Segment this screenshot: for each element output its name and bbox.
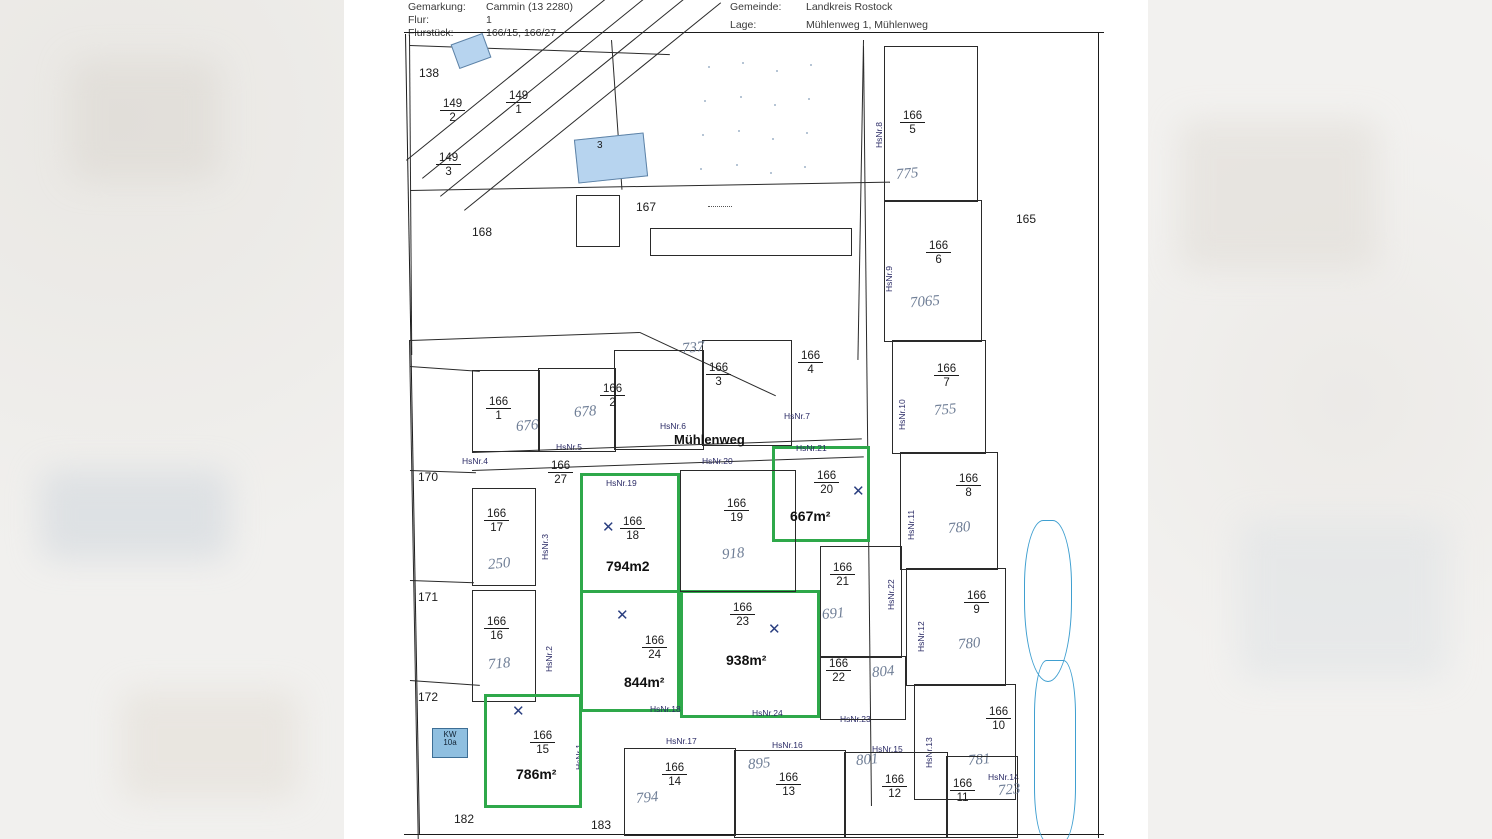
area-label-794: 794m2 xyxy=(606,558,650,574)
parcel-number-138: 138 xyxy=(419,66,440,80)
building-outline xyxy=(650,228,852,256)
house-number-10: HsNr.10 xyxy=(897,399,907,430)
kw-marker-line2: 10a xyxy=(443,738,457,748)
parcel-label-149-3: $\frac{149}{3}$ xyxy=(436,152,461,178)
parcel-label-166-4: $\frac{166}{4}$ xyxy=(798,350,823,376)
handwritten-804: 801 xyxy=(855,751,880,769)
blur-shape xyxy=(1178,120,1378,270)
parcel-166-6 xyxy=(884,200,982,342)
field-boundary xyxy=(440,0,705,197)
parcel-number-165: 165 xyxy=(1016,212,1037,226)
handwritten-750: 250 xyxy=(487,555,512,573)
house-number-3: HsNr.3 xyxy=(540,534,550,560)
header-gemeinde-value: Landkreis Rostock xyxy=(806,1,893,13)
parcel-label-166-7: $\frac{166}{7}$ xyxy=(934,363,959,389)
field-boundary xyxy=(422,0,695,179)
header-flur-label: Flur: xyxy=(408,14,429,26)
handwritten-794: 676 xyxy=(515,417,540,435)
header-flur-value: 1 xyxy=(486,14,492,26)
area-label-844: 844m² xyxy=(624,674,665,690)
house-number-2: HsNr.2 xyxy=(544,646,554,672)
header-gemarkung-value: Cammin (13 2280) xyxy=(486,1,573,13)
house-number-4: HsNr.4 xyxy=(462,456,488,466)
header-lage-value: Mühlenweg 1, Mühlenweg xyxy=(806,19,928,31)
parcel-label-166-27: $\frac{166}{27}$ xyxy=(548,460,573,486)
field-boundary xyxy=(410,45,670,55)
parcel-label-166-12: $\frac{166}{12}$ xyxy=(882,774,907,800)
area-label-938: 938m² xyxy=(726,652,767,668)
field-boundary xyxy=(406,0,686,161)
parcel-label-166-2: $\frac{166}{2}$ xyxy=(600,383,625,409)
house-number-1: HsNr.1 xyxy=(574,744,584,770)
handwritten-723: 691 xyxy=(821,605,846,623)
cadastral-map-sheet xyxy=(344,0,1148,839)
house-number-6: HsNr.6 xyxy=(660,421,686,431)
street-name-label: Mühlenweg xyxy=(674,432,745,447)
kw-marker xyxy=(432,728,468,758)
frame-line-top xyxy=(404,32,1104,33)
house-number-7: HsNr.7 xyxy=(784,411,810,421)
house-number-16: HsNr.16 xyxy=(772,740,803,750)
background-blur-left xyxy=(0,0,344,839)
house-number-23: HsNr.23 xyxy=(840,714,871,724)
water-body xyxy=(1034,660,1076,839)
house-number-15: HsNr.15 xyxy=(872,744,903,754)
cross-mark: ✕ xyxy=(512,703,525,720)
parcel-number-3: 3 xyxy=(597,140,603,151)
house-number-20: HsNr.20 xyxy=(702,456,733,466)
house-number-18: HsNr.18 xyxy=(650,704,681,714)
parcel-number-172: 172 xyxy=(418,690,439,704)
house-number-14: HsNr.14 xyxy=(988,772,1019,782)
parcel-label-166-21: $\frac{166}{21}$ xyxy=(830,562,855,588)
parcel-166-16 xyxy=(472,590,536,702)
handwritten-775: 775 xyxy=(895,165,920,183)
parcel-label-166-18: $\frac{166}{18}$ xyxy=(620,516,645,542)
house-number-5: HsNr.5 xyxy=(556,442,582,452)
house-number-21: HsNr.21 xyxy=(796,443,827,453)
handwritten-780-b: 780 xyxy=(957,635,982,653)
map-paper xyxy=(344,0,1148,839)
handwritten-781: 781 xyxy=(967,751,992,769)
kw-marker-line1: KW xyxy=(443,730,457,739)
parcel-label-166-24: $\frac{166}{24}$ xyxy=(642,635,667,661)
blur-shape xyxy=(40,470,230,560)
handwritten-801: 895 xyxy=(747,755,772,773)
handwritten-755: 755 xyxy=(933,401,958,419)
house-number-11: HsNr.11 xyxy=(906,509,916,540)
parcel-label-166-22: $\frac{166}{22}$ xyxy=(826,658,851,684)
parcel-number-168: 168 xyxy=(472,225,493,239)
handwritten-678: 737 xyxy=(681,339,706,357)
handwritten-250: 718 xyxy=(487,655,512,673)
background-blur-right xyxy=(1148,0,1492,839)
parcel-boundary xyxy=(410,680,480,686)
parcel-166-4 xyxy=(702,340,792,446)
cross-mark: ✕ xyxy=(768,621,781,638)
area-label-667: 667m² xyxy=(790,508,831,524)
area-label-786: 786m² xyxy=(516,766,557,782)
handwritten-895: 723 xyxy=(997,781,1022,799)
house-number-13: HsNr.13 xyxy=(924,737,934,768)
parcel-boundary xyxy=(410,580,474,583)
handwritten-691: 804 xyxy=(871,663,896,681)
header-lage-label: Lage: xyxy=(730,19,757,31)
house-number-8: HsNr.8 xyxy=(874,122,884,148)
house-number-17: HsNr.17 xyxy=(666,736,697,746)
field-boundary xyxy=(410,332,640,341)
parcel-number-183: 183 xyxy=(591,818,612,832)
building-outline xyxy=(576,195,620,247)
field-boundary xyxy=(410,182,890,191)
parcel-label-166-23: $\frac{166}{23}$ xyxy=(730,602,755,628)
parcel-number-167: 167 xyxy=(636,200,657,214)
building-shape xyxy=(574,132,648,183)
cross-mark: ✕ xyxy=(852,483,865,500)
parcel-label-166-19: $\frac{166}{19}$ xyxy=(724,498,749,524)
parcel-label-149-2: $\frac{149}{2}$ xyxy=(440,98,465,124)
parcel-166-19 xyxy=(680,470,796,592)
header-gemeinde-label: Gemeinde: xyxy=(730,1,782,13)
blur-shape xyxy=(1238,520,1448,680)
house-number-24: HsNr.24 xyxy=(752,708,783,718)
parcel-label-166-10: $\frac{166}{10}$ xyxy=(986,706,1011,732)
handwritten-780-a: 780 xyxy=(947,519,972,537)
parcel-boundary xyxy=(410,366,480,372)
dashed-marker xyxy=(708,206,732,207)
parcel-label-166-14: $\frac{166}{14}$ xyxy=(662,762,687,788)
header-gemarkung-label: Gemarkung: xyxy=(408,1,466,13)
parcel-label-166-20: $\frac{166}{20}$ xyxy=(814,470,839,496)
parcel-label-166-8: $\frac{166}{8}$ xyxy=(956,473,981,499)
blur-shape xyxy=(120,690,300,800)
parcel-number-171: 171 xyxy=(418,590,439,604)
cross-mark: ✕ xyxy=(616,607,629,624)
house-number-22: HsNr.22 xyxy=(886,579,896,610)
parcel-label-166-1: $\frac{166}{1}$ xyxy=(486,396,511,422)
parcel-label-166-17: $\frac{166}{17}$ xyxy=(484,508,509,534)
parcel-label-166-11: $\frac{166}{11}$ xyxy=(950,778,975,804)
parcel-label-166-9: $\frac{166}{9}$ xyxy=(964,590,989,616)
frame-line-right xyxy=(1098,32,1099,838)
parcel-number-182: 182 xyxy=(454,812,475,826)
water-body xyxy=(1024,520,1072,682)
house-number-19: HsNr.19 xyxy=(606,478,637,488)
parcel-166-7 xyxy=(892,340,986,454)
cross-mark: ✕ xyxy=(602,519,615,536)
house-number-9: HsNr.9 xyxy=(884,266,894,292)
handwritten-718: 794 xyxy=(635,789,660,807)
house-number-12: HsNr.12 xyxy=(916,621,926,652)
parcel-label-166-5: $\frac{166}{5}$ xyxy=(900,110,925,136)
handwritten-676: 678 xyxy=(573,403,598,421)
parcel-number-170: 170 xyxy=(418,470,439,484)
handwritten-918: 918 xyxy=(721,545,746,563)
handwritten-7065: 7065 xyxy=(909,292,941,312)
parcel-label-166-3: $\frac{166}{3}$ xyxy=(706,362,731,388)
parcel-label-166-15: $\frac{166}{15}$ xyxy=(530,730,555,756)
parcel-label-166-6: $\frac{166}{6}$ xyxy=(926,240,951,266)
parcel-label-166-13: $\frac{166}{13}$ xyxy=(776,772,801,798)
parcel-label-149-1: $\frac{149}{1}$ xyxy=(506,90,531,116)
parcel-label-166-16: $\frac{166}{16}$ xyxy=(484,616,509,642)
blur-shape xyxy=(70,60,220,180)
